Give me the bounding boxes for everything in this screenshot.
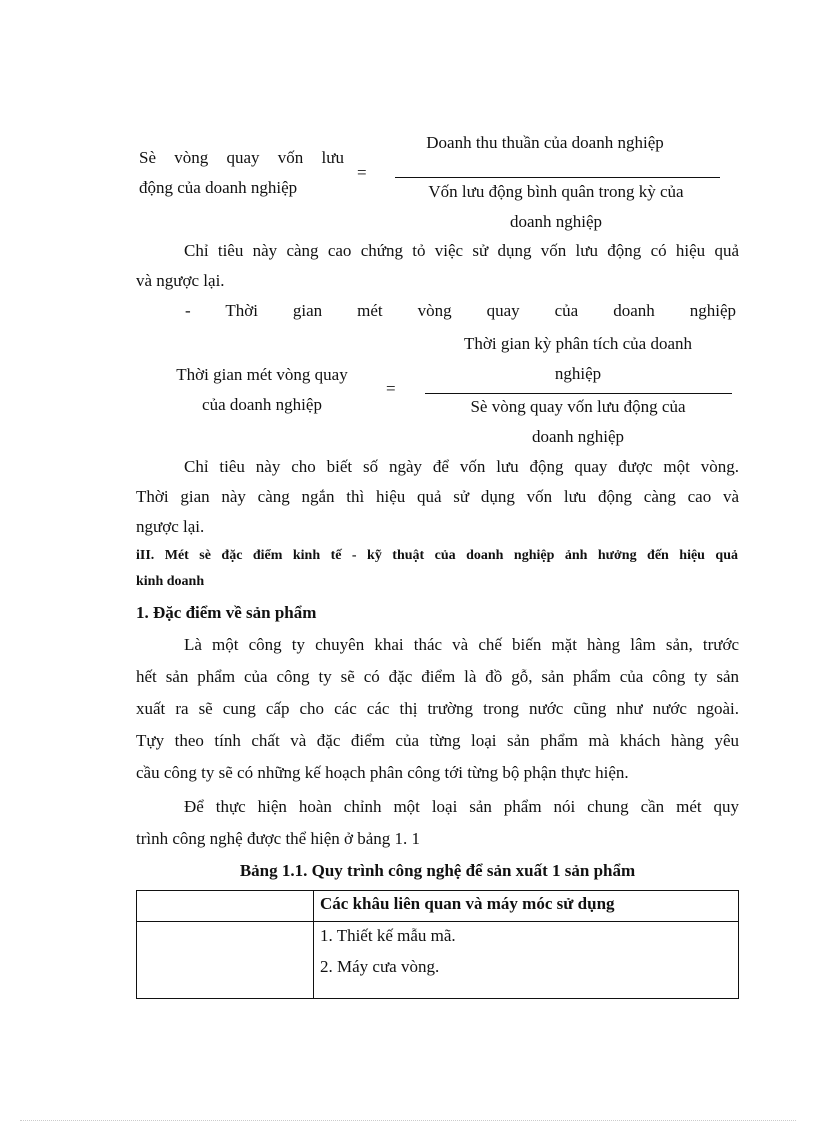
section-3-heading-line1: iII. Mét sè đặc điểm kinh tế - kỹ thuật của doanh nghiệp ảnh hưởng đến hiệu quả: [136, 548, 738, 563]
paragraph-2-line3: ngược lại.: [136, 517, 205, 536]
formula2-equals: =: [386, 379, 396, 398]
formula1-equals: =: [357, 163, 367, 182]
paragraph-1: [136, 240, 739, 292]
paragraph-3-line2: hết sản phẩm của công ty sẽ có đặc điểm là đồ gỗ, sản phẩm của công ty sản: [136, 667, 739, 686]
formula2-numerator-line2: nghiệp: [554, 364, 602, 383]
paragraph-3-line3: xuất ra sẽ cung cấp cho các các thị trường trong nước cũng như nước ngoài.: [136, 699, 739, 718]
formula1-label: [139, 147, 344, 199]
formula1-denominator-line1: Vốn lưu động bình quân trong kỳ của: [428, 182, 684, 201]
formula1-label-line2: động của doanh nghiệp: [139, 178, 298, 197]
bullet-turnover-time: - Thời gian mét vòng quay của doanh nghiệp: [185, 301, 736, 320]
table-header-row: [137, 891, 739, 922]
table-caption: Bảng 1.1. Quy trình công nghệ để sản xuất 1 sản phẩm: [239, 861, 636, 880]
paragraph-3-line4: Tựy theo tính chất và đặc điểm của từng loại sản phẩm mà khách hàng yêu: [136, 731, 739, 750]
formula1-denominator: [380, 181, 732, 233]
paragraph-3-line1: Là một công ty chuyên khai thác và chế biến mặt hàng lâm sản, trước: [184, 635, 739, 654]
paragraph-1-line1: Chỉ tiêu này càng cao chứng tỏ việc sử dụng vốn lưu động có hiệu quả: [184, 241, 739, 260]
formula2-fraction-bar: [425, 393, 732, 394]
formula2-numerator: [420, 333, 736, 385]
table-item-2: 2. Máy cưa vòng.: [320, 957, 440, 976]
paragraph-2-line1: Chỉ tiêu này cho biết số ngày để vốn lưu động quay được một vòng.: [184, 457, 739, 476]
formula2-label-line2: của doanh nghiệp: [202, 395, 322, 414]
table-row-cell-1: [137, 922, 314, 999]
table-header-cell-1: [137, 891, 314, 922]
paragraph-4: [136, 796, 739, 850]
paragraph-4-line2: trình công nghệ được thể hiện ở bảng 1. 1: [136, 829, 421, 848]
table-header-cell-2: Các khâu liên quan và máy móc sử dụng: [314, 891, 739, 922]
formula1-numerator: Doanh thu thuần của doanh nghiệp: [426, 133, 664, 152]
formula2-denominator-line1: Sè vòng quay vốn lưu động của: [470, 397, 686, 416]
formula2-numerator-line1: Thời gian kỳ phân tích của doanh: [463, 334, 693, 353]
subsection-1-title: 1. Đặc điểm về sản phẩm: [136, 603, 317, 622]
table-row: [137, 922, 739, 999]
section-3-heading-line2: kinh doanh: [136, 574, 205, 589]
section-3-heading: [136, 546, 738, 592]
formula2-label: [150, 364, 374, 416]
table-item-1: 1. Thiết kế mẫu mã.: [320, 926, 456, 945]
formula2-denominator-line2: doanh nghiệp: [531, 427, 625, 446]
formula1-denominator-line2: doanh nghiệp: [509, 212, 603, 231]
formula2-label-line1: Thời gian mét vòng quay: [176, 365, 348, 384]
paragraph-1-line2: và ngược lại.: [136, 271, 225, 290]
page-bottom-divider: [20, 1120, 796, 1121]
paragraph-2-line2: Thời gian này càng ngắn thì hiệu quả sử dụng vốn lưu động càng cao và: [136, 487, 739, 506]
table-row-cell-2: [314, 922, 739, 999]
process-table: [136, 890, 739, 999]
formula1-label-line1: Sè vòng quay vốn lưu: [139, 148, 344, 167]
paragraph-3-line5: cầu công ty sẽ có những kế hoạch phân công tới từng bộ phận thực hiện.: [136, 763, 629, 782]
formula2-denominator: [420, 396, 736, 448]
formula1-fraction-bar: [395, 177, 720, 178]
paragraph-4-line1: Để thực hiện hoàn chỉnh một loại sản phẩm nói chung cần mét quy: [184, 797, 739, 816]
paragraph-2: [136, 456, 739, 538]
paragraph-3: [136, 634, 739, 784]
